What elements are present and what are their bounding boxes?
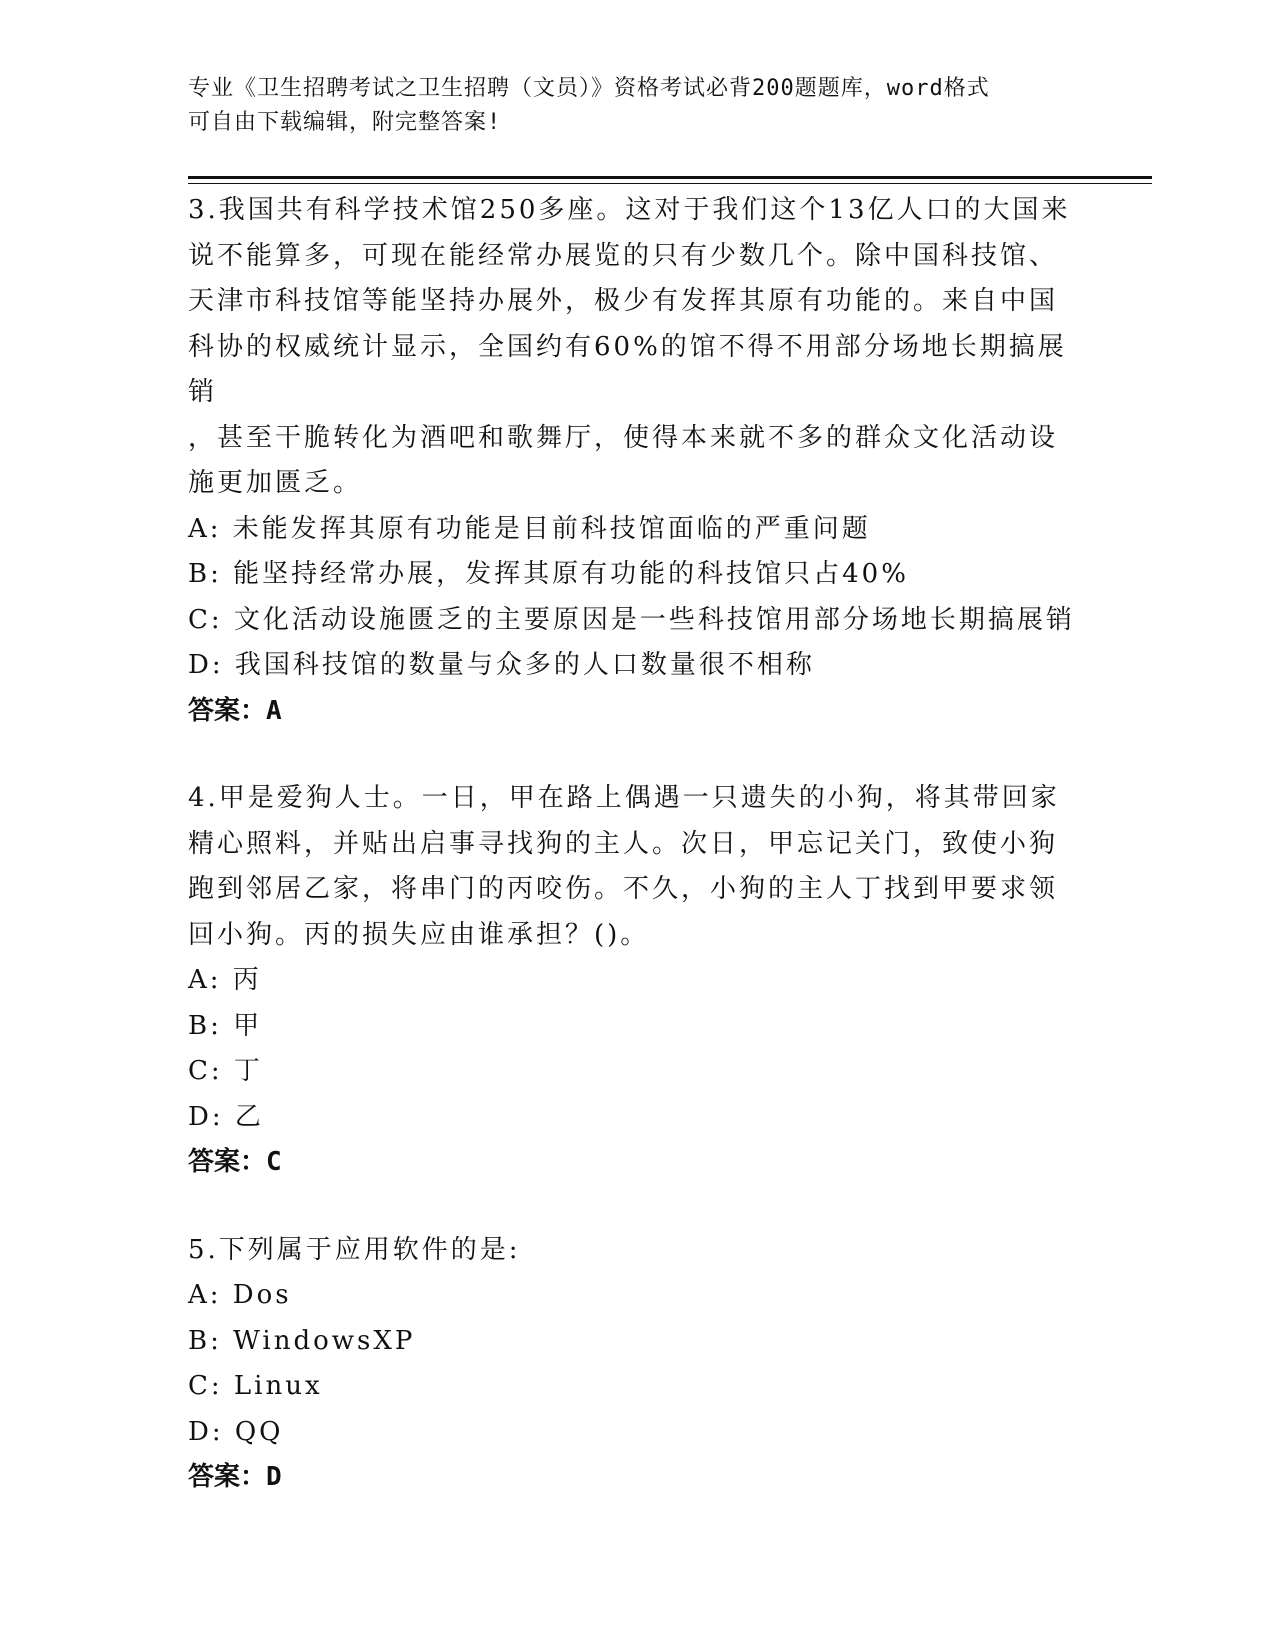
question-text-line: 精心照料，并贴出启事寻找狗的主人。次日，甲忘记关门，致使小狗 bbox=[188, 828, 1059, 859]
question-3 bbox=[188, 188, 1088, 734]
question-text-line: 天津市科技馆等能坚持办展外，极少有发挥其原有功能的。来自中国 bbox=[188, 286, 1059, 316]
question-text-line: 3.我国共有科学技术馆250多座。这对于我们这个13亿人口的大国来 bbox=[188, 195, 1071, 225]
option-b: B: 甲 bbox=[188, 1010, 263, 1041]
question-text-line: 科协的权威统计显示，全国约有60%的馆不得不用部分场地长期搞展销 bbox=[188, 331, 1067, 407]
option-b: B: 能坚持经常办展，发挥其原有功能的科技馆只占40% bbox=[188, 559, 909, 589]
option-a: A: 丙 bbox=[188, 965, 262, 995]
document-header bbox=[188, 72, 1088, 140]
header-divider-thick bbox=[188, 176, 1152, 179]
option-a: A: 未能发挥其原有功能是目前科技馆面临的严重问题 bbox=[188, 513, 871, 544]
question-4 bbox=[188, 776, 1088, 1186]
question-text-line: 跑到邻居乙家，将串门的丙咬伤。不久，小狗的主人丁找到甲要求领 bbox=[188, 874, 1059, 904]
question-text-line: ，甚至干脆转化为酒吧和歌舞厅，使得本来就不多的群众文化活动设 bbox=[188, 422, 1059, 453]
question-text-line: 说不能算多，可现在能经常办展览的只有少数几个。除中国科技馆、 bbox=[188, 240, 1059, 271]
question-text-line: 4.甲是爱狗人士。一日，甲在路上偶遇一只遗失的小狗，将其带回家 bbox=[188, 783, 1060, 813]
question-text-line: 施更加匮乏。 bbox=[188, 468, 363, 498]
question-text-line: 5.下列属于应用软件的是: bbox=[188, 1234, 521, 1265]
answer-label: 答案：A bbox=[188, 695, 282, 726]
header-line-2: 可自由下载编辑，附完整答案! bbox=[188, 110, 502, 135]
question-5 bbox=[188, 1228, 1088, 1501]
option-d: D: QQ bbox=[188, 1416, 284, 1447]
answer-label: 答案：C bbox=[188, 1147, 282, 1177]
question-list bbox=[188, 188, 1088, 1543]
answer-label: 答案：D bbox=[188, 1462, 282, 1492]
option-c: C: Linux bbox=[188, 1371, 323, 1401]
header-line-1: 专业《卫生招聘考试之卫生招聘（文员）》资格考试必背200题题库，word格式 bbox=[188, 76, 990, 101]
option-d: D: 乙 bbox=[188, 1101, 264, 1132]
question-text-line: 回小狗。丙的损失应由谁承担？()。 bbox=[188, 919, 650, 950]
option-b: B: WindowsXP bbox=[188, 1325, 416, 1356]
option-c: C: 丁 bbox=[188, 1056, 263, 1086]
option-c: C: 文化活动设施匮乏的主要原因是一些科技馆用部分场地长期搞展销 bbox=[188, 604, 1075, 635]
option-d: D: 我国科技馆的数量与众多的人口数量很不相称 bbox=[188, 650, 815, 680]
option-a: A: Dos bbox=[188, 1280, 292, 1310]
header-divider-thin bbox=[188, 183, 1152, 184]
